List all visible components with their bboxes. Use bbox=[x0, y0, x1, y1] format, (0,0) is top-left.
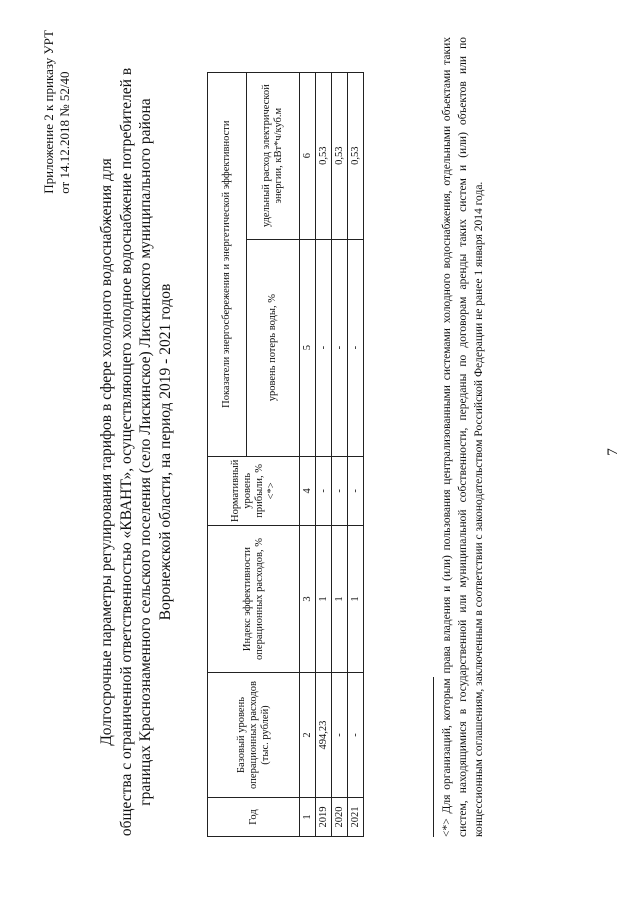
column-number: 1 bbox=[300, 798, 316, 837]
title-line-3: границах Краснознаменного сельского поселения (село Лискинское) Лискинского муниципального района bbox=[137, 98, 154, 806]
cell-year: 2020 bbox=[332, 798, 348, 837]
header-efficiency-index: Индекс эффективности операционных расходов, % bbox=[208, 526, 300, 673]
rotated-page-content bbox=[15, 12, 625, 892]
cell-water-loss: - bbox=[332, 239, 348, 456]
appendix-line-2: от 14.12.2018 № 52/40 bbox=[57, 71, 72, 194]
table-row bbox=[316, 72, 332, 836]
document-title bbox=[97, 12, 175, 892]
table-row bbox=[348, 72, 364, 836]
cell-efficiency-index: 1 bbox=[348, 526, 364, 673]
header-base-level: Базовый уровень операционных расходов (тыс. рублей) bbox=[208, 673, 300, 798]
page-number: 7 bbox=[605, 448, 621, 456]
cell-efficiency-index: 1 bbox=[332, 526, 348, 673]
column-number: 6 bbox=[300, 72, 316, 239]
column-number: 2 bbox=[300, 673, 316, 798]
cell-base-level: - bbox=[348, 673, 364, 798]
appendix-reference bbox=[41, 30, 73, 194]
cell-profit-level: - bbox=[348, 456, 364, 525]
header-energy-group: Показатели энергосбережения и энергетической эффективности bbox=[208, 72, 247, 456]
cell-year: 2019 bbox=[316, 798, 332, 837]
cell-water-loss: - bbox=[348, 239, 364, 456]
header-profit-level: Нормативный уровень прибыли, % <*> bbox=[208, 456, 300, 525]
table-row bbox=[332, 72, 348, 836]
parameters-table bbox=[207, 72, 364, 837]
title-line-1: Долгосрочные параметры регулирования тарифов в сфере холодного водоснабжения для bbox=[98, 158, 115, 746]
footnote-text: <*> Для организаций, которым права владения и (или) пользования централизованными системами холодного водоснабжения, отдельными объектами таких систем, находящимися в государственной или муниципальной собственности, переданы по договорам аренды таких систем и (или) объектов или по концессионным соглашениям, заключенным в соответствии с законодательством Российской Федерации не ранее 1 января 2014 года. bbox=[441, 37, 485, 837]
cell-energy-consumption: 0,53 bbox=[348, 72, 364, 239]
header-energy-consumption: удельный расход электрической энергии, кВт*ч/куб.м bbox=[247, 72, 300, 239]
title-line-4: Воронежской области, на период 2019 - 2021 годов bbox=[156, 283, 174, 621]
appendix-line-1: Приложение 2 к приказу УРТ bbox=[41, 30, 56, 194]
column-number: 5 bbox=[300, 239, 316, 456]
cell-energy-consumption: 0,53 bbox=[332, 72, 348, 239]
cell-profit-level: - bbox=[332, 456, 348, 525]
header-water-loss: уровень потерь воды, % bbox=[247, 239, 300, 456]
cell-year: 2021 bbox=[348, 798, 364, 837]
cell-efficiency-index: 1 bbox=[316, 526, 332, 673]
cell-profit-level: - bbox=[316, 456, 332, 525]
column-number: 4 bbox=[300, 456, 316, 525]
header-year: Год bbox=[208, 798, 300, 837]
cell-water-loss: - bbox=[316, 239, 332, 456]
footnote-divider bbox=[433, 677, 434, 837]
column-number-row bbox=[300, 72, 316, 836]
column-number: 3 bbox=[300, 526, 316, 673]
cell-energy-consumption: 0,53 bbox=[316, 72, 332, 239]
title-line-2: общества с ограниченной ответственностью «КВАНТ», осуществляющего холодное водоснабжение потребителей в bbox=[117, 67, 135, 837]
cell-base-level: 494,23 bbox=[316, 673, 332, 798]
cell-base-level: - bbox=[332, 673, 348, 798]
